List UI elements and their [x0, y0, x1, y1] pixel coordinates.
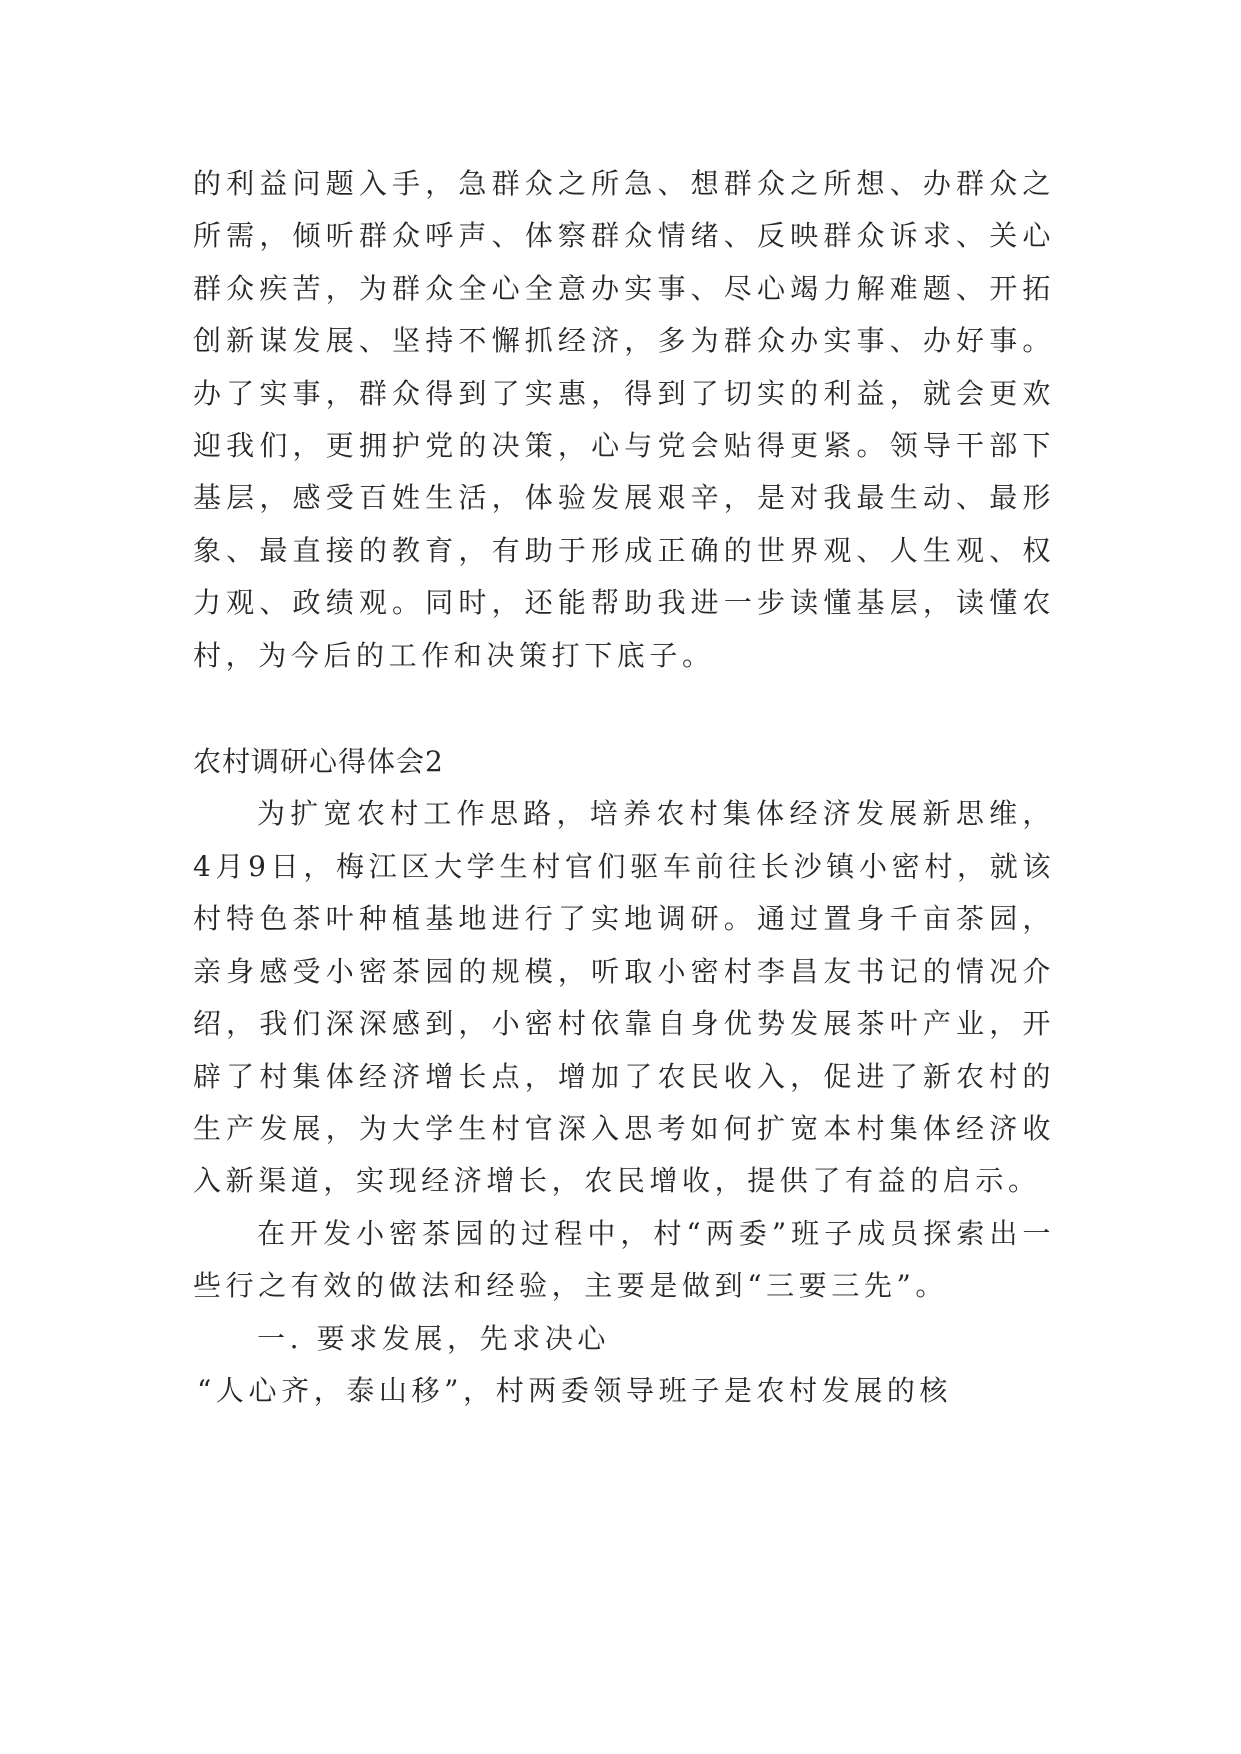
- document-body: [193, 158, 1055, 1417]
- section-heading: 一. 要求发展，先求决心: [257, 1321, 611, 1355]
- body-paragraph: 为扩宽农村工作思路，培养农村集体经济发展新思维，4月9日，梅江区大学生村官们驱车前往长沙镇小密村，就该村特色茶叶种植基地进行了实地调研。通过置身千亩茶园，亲身感受小密茶园的规模，听取小密村李昌友书记的情况介绍，我们深深感到，小密村依靠自身优势发展茶叶产业，开辟了村集体经济增长点，增加了农民收入，促进了新农村的生产发展，为大学生村官深入思考如何扩宽本村集体经济收入新渠道，实现经济增长，农民增收，提供了有益的启示。: [193, 797, 1055, 1198]
- body-paragraph: “人心齐，泰山移”，村两委领导班子是农村发展的核: [197, 1373, 953, 1407]
- body-paragraph: 在开发小密茶园的过程中，村“两委”班子成员探索出一些行之有效的做法和经验，主要是做到“三要三先”。: [193, 1216, 1055, 1303]
- section-title: 农村调研心得体会2: [193, 745, 444, 779]
- body-paragraph: 的利益问题入手，急群众之所急、想群众之所想、办群众之所需，倾听群众呼声、体察群众情绪、反映群众诉求、关心群众疾苦，为群众全心全意办实事、尽心竭力解难题、开拓创新谋发展、坚持不懈抓经济，多为群众办实事、办好事。办了实事，群众得到了实惠，得到了切实的利益，就会更欢迎我们，更拥护党的决策，心与党会贴得更紧。领导干部下基层，感受百姓生活，体验发展艰辛，是对我最生动、最形象、最直接的教育，有助于形成正确的世界观、人生观、权力观、政绩观。同时，还能帮助我进一步读懂基层，读懂农村，为今后的工作和决策打下底子。: [193, 167, 1055, 672]
